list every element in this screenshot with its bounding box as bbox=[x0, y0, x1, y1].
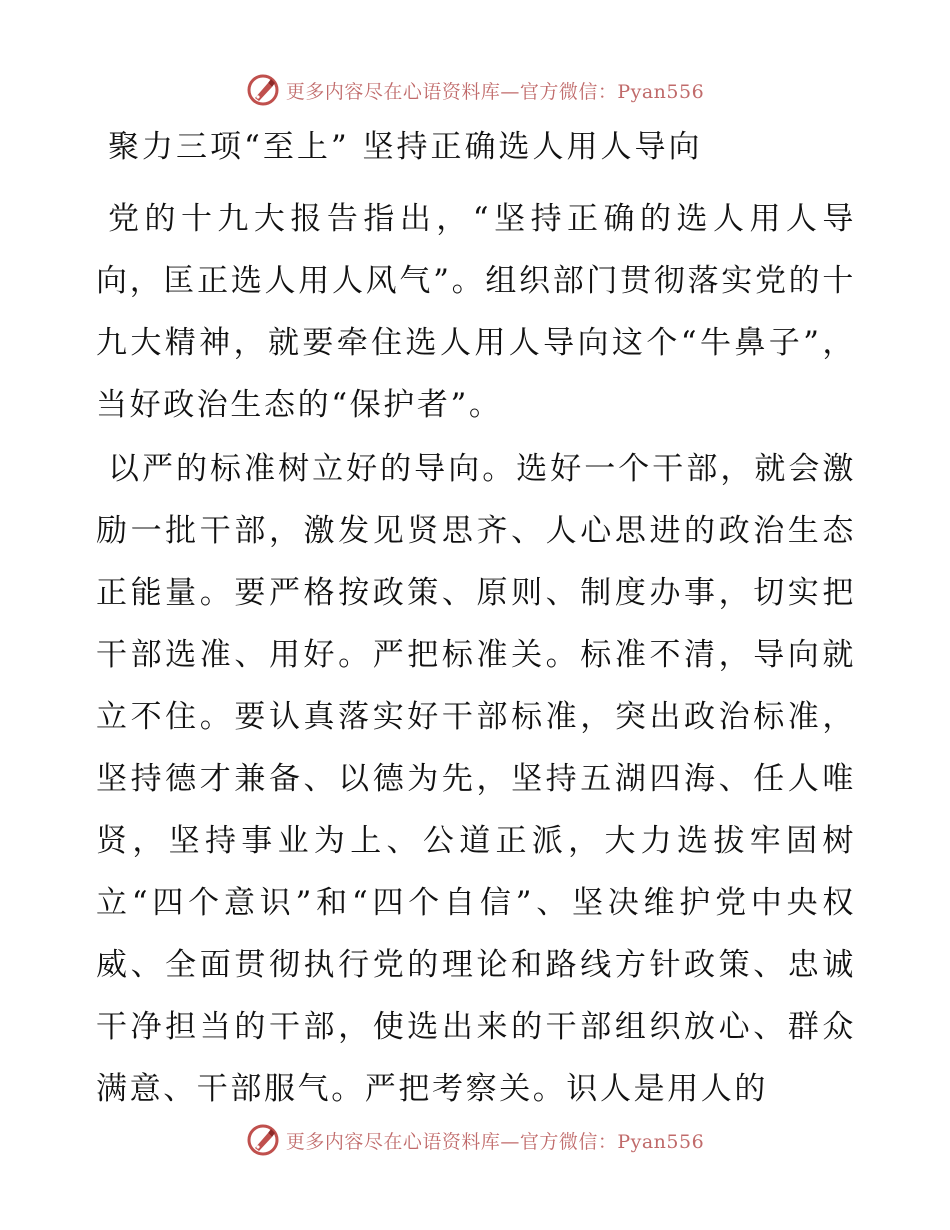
paragraph-2: 以严的标准树立好的导向。选好一个干部，就会激励一批干部，激发见贤思齐、人心思进的政治生态正能量。要严格按政策、原则、制度办事，切实把干部选准、用好。严把标准关。标准不清，导向就立不住。要认真落实好干部标准，突出政治标准，坚持德才兼备、以德为先，坚持五湖四海、任人唯贤，坚持事业为上、公道正派，大力选拔牢固树立“四个意识”和“四个自信”、坚决维护党中央权威、全面贯彻执行党的理论和路线方针政策、忠诚干净担当的干部，使选出来的干部组织放心、群众满意、干部服气。严把考察关。识人是用人的 bbox=[96, 451, 856, 1107]
pen-nib-circle-icon bbox=[246, 1123, 280, 1157]
footer-watermark bbox=[0, 1120, 950, 1160]
paragraph-1: 党的十九大报告指出，“坚持正确的选人用人导向，匡正选人用人风气”。组织部门贯彻落实党的十九大精神，就要牵住选人用人导向这个“牛鼻子”，当好政治生态的“保护者”。 bbox=[96, 201, 856, 423]
document-title: 聚力三项“至上” 坚持正确选人用人导向 bbox=[108, 129, 703, 165]
pen-nib-circle-icon bbox=[246, 73, 280, 107]
watermark-text: 更多内容尽在心语资料库—官方微信：Pyan556 bbox=[285, 80, 705, 103]
header-watermark bbox=[0, 70, 950, 110]
watermark-text: 更多内容尽在心语资料库—官方微信：Pyan556 bbox=[285, 1130, 705, 1153]
